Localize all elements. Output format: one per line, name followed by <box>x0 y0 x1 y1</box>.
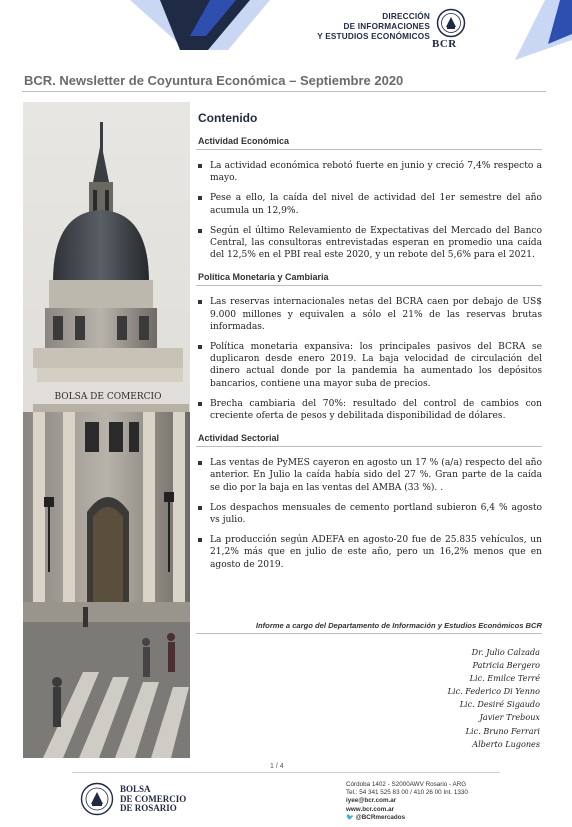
bcr-seal-icon <box>436 8 466 38</box>
bullet-text: La actividad económica rebotó fuerte en junio y creció 7,4% respecto a mayo. <box>210 161 542 184</box>
dept-line-1: DIRECCIÓN <box>382 12 430 21</box>
bolsa-building-photo <box>23 102 190 758</box>
contact-block <box>346 781 468 822</box>
bolsa-seal-icon <box>80 782 114 816</box>
dept-line-2: DE INFORMACIONES <box>343 22 430 31</box>
bullet-text: Según el último Relevamiento de Expectativas del Mercado del Banco Central, las consultoras entrevistadas esperan en promedio una caída del 12,5% en el PBI real este 2020, y un rebote del 5,6% para el 2021. <box>210 225 542 261</box>
bullet-square-icon <box>198 402 202 406</box>
newsletter-title: BCR. Newsletter de Coyuntura Económica – Septiembre 2020 <box>24 73 404 88</box>
politica-monetaria-list <box>196 296 542 422</box>
list-item <box>196 192 542 216</box>
author-name: Lic. Federico Di Yenno <box>447 686 540 697</box>
contents-panel <box>196 102 542 579</box>
title-divider <box>22 91 546 92</box>
list-item <box>196 457 542 494</box>
list-item <box>196 225 542 262</box>
bullet-text: Las reservas internacionales netas del BCRA caen por debajo de US$ 9.000 millones y equivalen a sólo el 21% de las reservas brutas informadas. <box>210 297 542 332</box>
bolsa-line-3: DE ROSARIO <box>120 803 177 814</box>
bullet-square-icon <box>198 164 202 168</box>
page-number: 1 / 4 <box>270 763 284 770</box>
author-name: Alberto Lugones <box>472 738 540 749</box>
phone-text: Tel.: 54 341 525 83 00 / 410 26 00 Int. 1330 <box>346 789 468 797</box>
bullet-square-icon <box>198 300 202 304</box>
bullet-text: Los despachos mensuales de cemento portland subieron 6,4 % agosto vs julio. <box>210 502 542 526</box>
department-name <box>317 12 430 42</box>
twitter-link[interactable] <box>346 814 468 822</box>
bolsa-name <box>120 785 186 814</box>
address-text: Córdoba 1402 - S2000AWV Rosario - ARG <box>346 781 467 788</box>
section-heading-actividad-sectorial: Actividad Sectorial <box>196 431 542 447</box>
bullet-text: Política monetaria expansiva: los principales pasivos del BCRA se duplicaron desde enero 2019. La baja velocidad de circulación del dinero actual donde por la pandemia ha aumentado los depósitos bancarios, contiene una mayor suba de precios. <box>210 342 542 389</box>
list-item <box>196 296 542 333</box>
actividad-sectorial-list <box>196 457 542 571</box>
section-heading-politica-monetaria: Política Monetaria y Cambiaria <box>196 270 542 286</box>
bullet-text: La producción según ADEFA en agosto-20 fue de 25.835 vehículos, un 21,2% más que en julio de este año, pero un 16,2% menos que en agosto de 2019. <box>210 535 542 570</box>
bullet-square-icon <box>198 538 202 542</box>
bullet-square-icon <box>198 461 202 465</box>
bolsa-line-1: BOLSA <box>120 784 151 794</box>
author-name: Patricia Bergero <box>472 660 540 671</box>
email-link[interactable]: iyee@bcr.com.ar <box>346 797 397 805</box>
header-decoration <box>0 0 572 62</box>
authors-list <box>448 646 540 751</box>
list-item <box>196 341 542 390</box>
author-name: Lic. Emilce Terré <box>469 673 540 684</box>
section-heading-actividad-economica: Actividad Económica <box>196 134 542 150</box>
bullet-square-icon <box>198 345 202 349</box>
website-link[interactable]: www.bcr.com.ar <box>346 805 395 813</box>
list-item <box>196 398 542 422</box>
bullet-text: Las ventas de PyMES cayeron en agosto un 17 % (a/a) respecto del año anterior. En Julio la caída había sido del 27 %. Gran parte de la caída se dio por la baja en las ventas del AMBA (33 %). . <box>210 458 542 493</box>
list-item <box>196 502 542 526</box>
bullet-text: Brecha cambiaria del 70%: resultado del control de cambios con creciente oferta de pesos y debilitada disponibilidad de dólares. <box>210 398 542 422</box>
bullet-square-icon <box>198 196 202 200</box>
twitter-icon: 🐦 <box>346 813 356 821</box>
author-name: Javier Treboux <box>479 712 540 723</box>
author-name: Lic. Bruno Ferrari <box>465 725 540 736</box>
list-item <box>196 534 542 571</box>
author-name: Lic. Desiré Sigaudo <box>459 699 540 710</box>
author-name: Dr. Julio Calzada <box>471 647 540 657</box>
bullet-square-icon <box>198 229 202 233</box>
actividad-economica-list <box>196 160 542 261</box>
footer-divider <box>72 772 500 773</box>
contents-heading: Contenido <box>198 111 258 125</box>
building-sign-text: BOLSA DE COMERCIO <box>54 392 162 402</box>
bcr-logo-text: BCR <box>432 38 457 50</box>
report-credit: Informe a cargo del Departamento de Información y Estudios Económicos BCR <box>196 621 542 634</box>
list-item <box>196 160 542 184</box>
twitter-handle: @BCRmercados <box>355 813 406 821</box>
dept-line-3: Y ESTUDIOS ECONÓMICOS <box>317 32 430 41</box>
bullet-square-icon <box>198 506 202 510</box>
bullet-text: Pese a ello, la caída del nivel de actividad del 1er semestre del año acumula un 12,9%. <box>210 193 542 216</box>
bolsa-line-2: DE COMERCIO <box>120 793 187 804</box>
